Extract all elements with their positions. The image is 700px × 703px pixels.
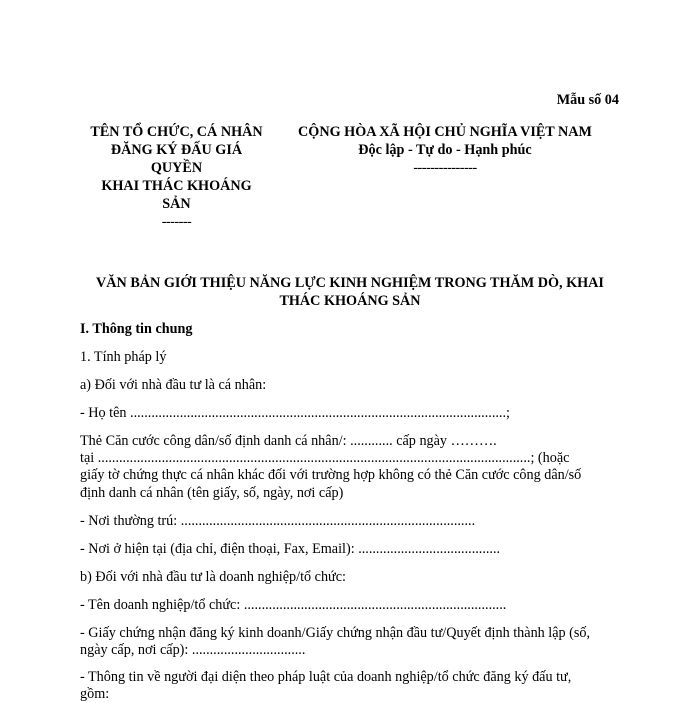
- document-title: [80, 274, 620, 310]
- org-header-line-4: KHAI THÁC KHOÁNG: [101, 178, 252, 194]
- field-id-line-1: Thẻ Căn cước công dân/số định danh cá nhân/: ............ cấp ngày ……….: [80, 433, 497, 449]
- field-certificate-line-1: - Giấy chứng nhận đăng ký kinh doanh/Giấy chứng nhận đầu tư/Quyết định thành lập (số,: [80, 625, 591, 641]
- field-representative-line-2: gồm:: [80, 686, 110, 702]
- field-permanent-residence: - Nơi thường trú: ...................................................................................: [80, 513, 476, 529]
- org-header-rule: -------: [161, 214, 192, 230]
- field-company-name: - Tên doanh nghiệp/tổ chức: ..........................................................................: [80, 597, 507, 613]
- field-id-line-4: định danh cá nhân (tên giấy, số, ngày, nơi cấp): [80, 485, 344, 501]
- field-id-line-2: tại ..........................................................................................................................; (hoặc: [80, 450, 570, 466]
- org-header-line-3: QUYỀN: [150, 160, 203, 176]
- field-id-line-3: giấy tờ chứng thực cá nhân khác đối với trường hợp không có thẻ Căn cước công dân/số: [80, 467, 582, 483]
- org-header-line-1: TÊN TỔ CHỨC, CÁ NHÂN: [90, 124, 263, 140]
- org-header-line-5: SẢN: [162, 196, 191, 212]
- document-title-line-1: VĂN BẢN GIỚI THIỆU NĂNG LỰC KINH NGHIỆM TRONG THĂM DÒ, KHAI: [96, 275, 604, 291]
- field-representative-line-1: - Thông tin về người đại diện theo pháp luật của doanh nghiệp/tổ chức đăng ký đấu tư,: [80, 669, 572, 685]
- org-header-line-2: ĐĂNG KÝ ĐẤU GIÁ: [110, 142, 243, 158]
- section-heading-general-info: I. Thông tin chung: [80, 321, 193, 337]
- item-individual-investor: a) Đối với nhà đầu tư là cá nhân:: [80, 377, 267, 393]
- national-header-rule: ---------------: [413, 160, 477, 176]
- item-enterprise-investor: b) Đối với nhà đầu tư là doanh nghiệp/tổ chức:: [80, 569, 346, 585]
- form-number: Mẫu số 04: [556, 92, 619, 108]
- field-certificate-line-2: ngày cấp, nơi cấp): ................................: [80, 642, 306, 658]
- national-motto: Độc lập - Tự do - Hạnh phúc: [358, 142, 532, 158]
- organization-header: [80, 123, 273, 231]
- document-title-line-2: THÁC KHOÁNG SẢN: [279, 293, 421, 309]
- country-name: CỘNG HÒA XÃ HỘI CHỦ NGHĨA VIỆT NAM: [298, 124, 592, 140]
- national-header: [285, 123, 605, 177]
- field-full-name: - Họ tên ..........................................................................................................;: [80, 405, 510, 421]
- field-current-address: - Nơi ở hiện tại (địa chỉ, điện thoại, Fax, Email): ........................................: [80, 541, 501, 557]
- item-legal-status: 1. Tính pháp lý: [80, 349, 167, 365]
